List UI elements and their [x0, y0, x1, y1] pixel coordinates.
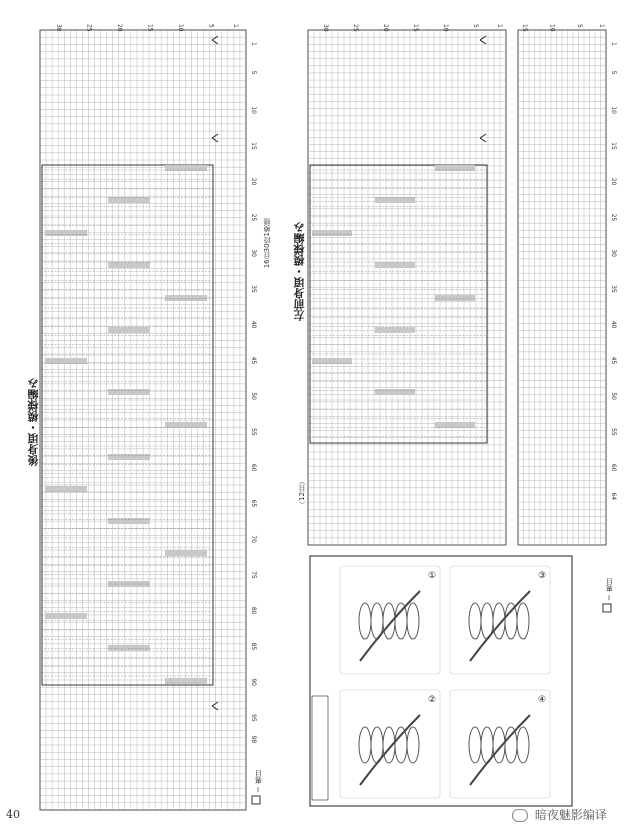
diagram-step-4	[450, 690, 550, 798]
front-row-label: 60	[610, 463, 617, 472]
front-purl-block	[435, 422, 475, 428]
back-chart-grid	[40, 24, 257, 810]
front-panel-title: 左前身頃・模様編み	[293, 222, 306, 321]
front-row-label: 55	[610, 428, 617, 436]
front-col-label: 30	[322, 24, 329, 32]
step-number: ③	[538, 571, 547, 581]
legend-front-text: ＝ 裏目	[605, 578, 614, 602]
back-row-label: 85	[250, 642, 257, 651]
back-row-label: 80	[250, 606, 257, 615]
annot-front-12: （12目）	[298, 478, 306, 508]
front-right-col-label: 5	[576, 24, 583, 28]
front-row-label: 5	[610, 70, 617, 75]
back-row-label: 50	[250, 392, 257, 400]
back-row-label: 55	[250, 428, 257, 436]
front-right-col-label: 1	[598, 24, 605, 28]
back-row-label: 20	[250, 177, 257, 186]
front-row-label: 30	[610, 249, 617, 257]
back-purl-block	[108, 262, 150, 268]
back-row-label: 65	[250, 499, 257, 508]
step-number: ④	[538, 695, 547, 705]
back-purl-block	[45, 230, 87, 236]
front-purl-block	[375, 327, 415, 333]
back-row-label: 75	[250, 571, 257, 579]
front-row-label: 10	[610, 106, 617, 114]
back-purl-block	[165, 550, 207, 556]
back-purl-block	[108, 327, 150, 333]
back-col-label: 1	[232, 24, 239, 28]
front-row-label: 20	[610, 177, 617, 186]
back-row-label: 10	[250, 106, 257, 114]
back-col-label: 30	[55, 24, 63, 32]
page-number: 40	[6, 808, 20, 821]
step-panel	[340, 566, 440, 674]
front-row-label: 1	[610, 42, 617, 46]
back-row-label: 1	[250, 42, 257, 46]
front-row-label: 35	[610, 285, 617, 293]
back-purl-block	[108, 197, 150, 203]
annot-pattern-repeat: 16目30段1模様	[263, 218, 271, 269]
step-number: ①	[428, 571, 437, 581]
back-row-label: 15	[250, 142, 257, 150]
back-row-label: 98	[250, 735, 257, 744]
back-row-label: 70	[250, 535, 257, 543]
symbol-key	[312, 696, 328, 800]
back-row-label: 45	[250, 356, 257, 365]
back-col-label: 15	[146, 24, 154, 32]
back-col-label: 20	[116, 24, 124, 32]
step-panel	[450, 690, 550, 798]
front-col-label: 20	[382, 24, 389, 32]
back-row-label: 95	[250, 714, 257, 722]
diagram-step-2	[340, 690, 440, 798]
front-purl-block	[435, 165, 475, 171]
front-row-label: 15	[610, 142, 617, 150]
front-purl-block	[312, 358, 352, 364]
diagram-step-3	[450, 566, 550, 674]
back-purl-block	[108, 389, 150, 395]
step-number: ②	[428, 695, 437, 705]
back-col-label: 10	[177, 24, 185, 32]
front-col-label: 10	[442, 24, 449, 32]
front-purl-block	[375, 389, 415, 395]
diagram-step-1	[340, 566, 440, 674]
back-purl-block	[108, 518, 150, 524]
back-panel-title: 後身頃・模様編み	[27, 378, 40, 466]
back-row-label: 35	[250, 285, 257, 293]
front-purl-block	[435, 295, 475, 301]
front-row-label: 25	[610, 213, 617, 222]
step-panel	[450, 566, 550, 674]
front-row-label: 40	[610, 320, 617, 329]
increase-diagram	[310, 556, 572, 806]
front-col-label: 1	[496, 24, 503, 28]
front-col-label: 25	[352, 24, 359, 32]
back-col-label: 5	[207, 24, 215, 28]
back-purl-block	[165, 422, 207, 428]
front-right-col-label: 10	[548, 24, 556, 32]
back-purl-block	[45, 486, 87, 492]
back-row-label: 60	[250, 463, 257, 472]
front-right-chart-grid	[518, 24, 606, 545]
back-purl-block	[108, 645, 150, 651]
back-purl-block	[108, 454, 150, 460]
back-row-label: 90	[250, 678, 257, 686]
front-purl-block	[375, 262, 415, 268]
front-purl-block	[375, 197, 415, 203]
back-row-label: 5	[250, 70, 257, 75]
front-right-col-label: 15	[521, 24, 528, 32]
back-col-label: 25	[85, 24, 93, 32]
back-row-label: 40	[250, 320, 257, 329]
front-row-label: 64	[610, 492, 617, 501]
back-purl-block	[165, 295, 207, 301]
back-row-label: 25	[250, 213, 257, 222]
step-panel	[340, 690, 440, 798]
back-purl-block	[165, 678, 207, 684]
front-col-label: 5	[472, 24, 479, 28]
back-purl-block	[45, 613, 87, 619]
watermark-text: 暗夜魅影编译	[534, 808, 607, 822]
front-row-label: 50	[610, 392, 617, 400]
front-purl-block	[312, 230, 352, 236]
front-row-label: 45	[610, 356, 617, 365]
front-col-label: 15	[412, 24, 419, 32]
back-row-label: 30	[250, 249, 257, 257]
legend-back-text: ＝ 裏目	[254, 770, 263, 794]
